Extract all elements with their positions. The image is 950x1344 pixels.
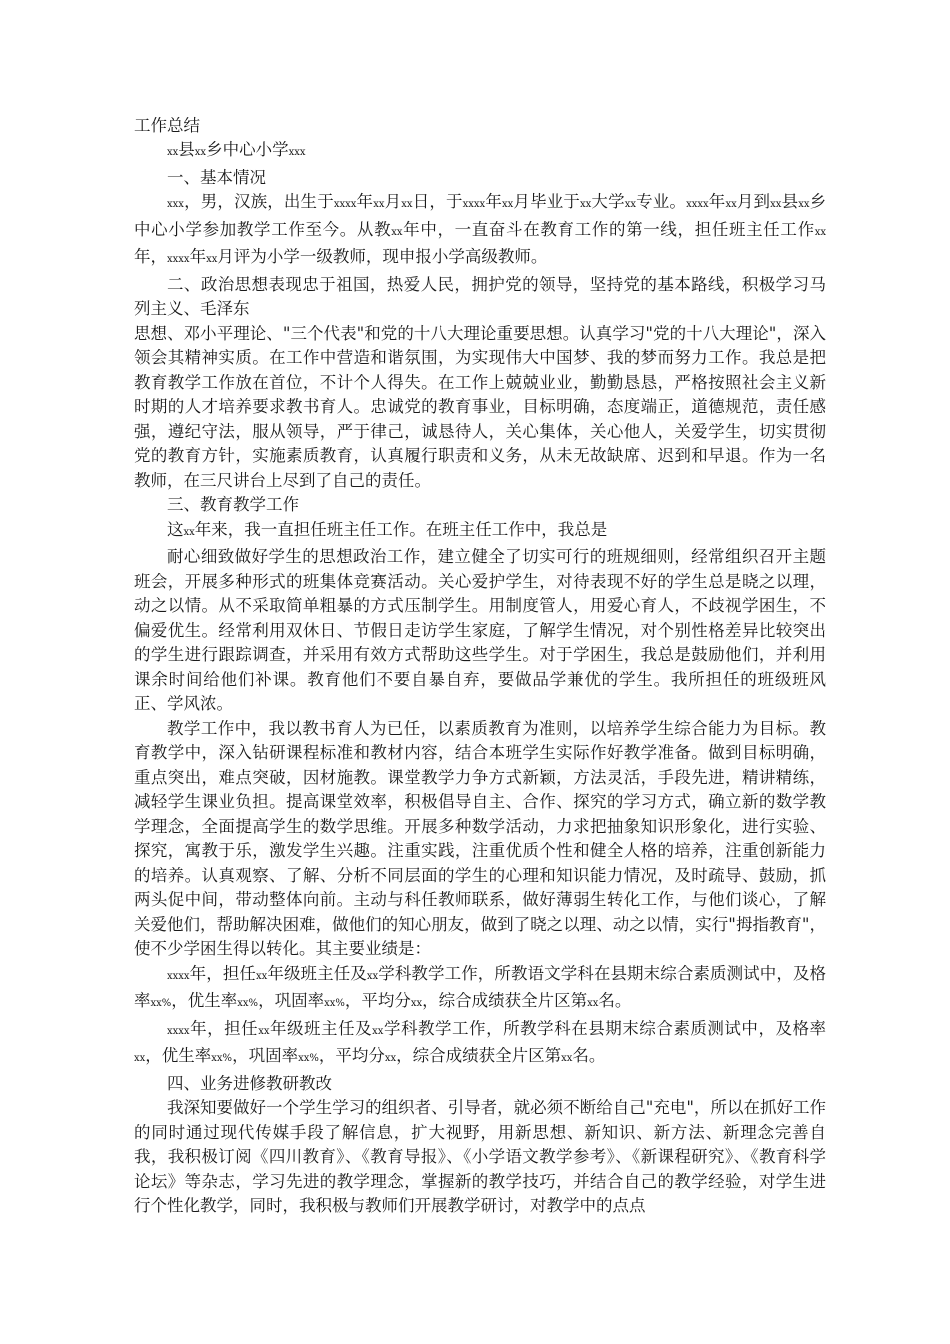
paragraph-basic-info: xxx，男，汉族，出生于xxxx年xx月xx日，于xxxx年xx月毕业于xx大学xx专业。xxxx年xx月到xx县xx乡中心小学参加教学工作至今。从教xx年中，一直奋斗在教育工作的第一线，担任班主任工作xx年，xxxx年xx月评为小学一级教师，现申报小学高级教师。: [134, 192, 827, 266]
paragraph-class-teacher: 耐心细致做好学生的思想政治工作，建立健全了切实可行的班规细则，经常组织召开主题班会，开展多种形式的班集体竞赛活动。关心爱护学生，对待表现不好的学生总是晓之以理，动之以情。从不采取简单粗暴的方式压制学生。用制度管人，用爱心育人，不歧视学困生，不偏爱优生。经常利用双休日、节假日走访学生家庭，了解学生情况，对个别性格差异比较突出的学生进行跟踪调查，并采用有效方式帮助这些学生。对于学困生，我总是鼓励他们，并利用课余时间给他们补课。教育他们不要自暴自弃，要做品学兼优的学生。我所担任的班级班风正、学风浓。: [134, 547, 826, 713]
section-heading-political: 二、政治思想表现忠于祖国，热爱人民，拥护党的领导，坚持党的基本路线，积极学习马列主义、毛泽东: [134, 274, 826, 318]
paragraph-class-teacher-intro: 这xx年来，我一直担任班主任工作。在班主任工作中，我总是: [167, 519, 608, 539]
section-heading-study: 四、业务进修教研教改: [167, 1073, 332, 1093]
paragraph-achievement-1: xxxx年，担任xx年级班主任及xx学科教学工作，所教语文学科在县期末综合素质测试中，及格率xx%，优生率xx%，巩固率xx%，平均分xx，综合成绩获全片区第xx名。: [134, 963, 827, 1010]
doc-body: [134, 138, 826, 1219]
paragraph-study: 我深知要做好一个学生学习的组织者、引导者，就必须不断给自己"充电"，所以在抓好工作的同时通过现代传媒手段了解信息，扩大视野，用新思想、新知识、新方法、新理念完善自我，我积极订阅《四川教育》、《教育导报》、《小学语文教学参考》、《新课程研究》、《教育科学论坛》等杂志，学习先进的教学理念，掌握新的教学技巧，并结合自己的教学经验，对学生进行个性化教学，同时，我积极与教师们开展教学研讨，对教学中的点点: [134, 1098, 826, 1215]
section-heading-basic: 一、基本情况: [167, 167, 266, 187]
section-heading-teaching: 三、教育教学工作: [167, 495, 299, 514]
paragraph-achievement-2: xxxx年，担任xx年级班主任及xx学科教学工作，所教学科在县期末综合素质测试中，及格率xx，优生率xx%，巩固率xx%，平均分xx，综合成绩获全片区第xx名。: [134, 1018, 827, 1065]
school-line: xx县xx乡中心小学xxx: [167, 140, 306, 159]
paragraph-teaching-work: 教学工作中，我以教书育人为已任，以素质教育为准则，以培养学生综合能力为目标。教育教学中，深入钻研课程标准和教材内容，结合本班学生实际作好教学准备。做到目标明确，重点突出，难点突破，因材施教。课堂教学力争方式新颖，方法灵活，手段先进，精讲精练，减轻学生课业负担。提高课堂效率，积极倡导自主、合作、探究的学习方式，确立新的数学教学理念，全面提高学生的数学思维。开展多种数学活动，力求把抽象知识形象化，进行实验、探究，寓教于乐，激发学生兴趣。注重实践，注重优质个性和健全人格的培养，注重创新能力的培养。认真观察、了解、分析不同层面的学生的心理和知识能力情况，及时疏导、鼓励，抓两头促中间，带动整体向前。主动与科任教师联系，做好薄弱生转化工作，与他们谈心，了解关爱他们，帮助解决困难，做他们的知心朋友，做到了晓之以理、动之以情，实行"拇指教育"，使不少学困生得以转化。其主要业绩是：: [134, 718, 826, 958]
doc-title: 工作总结: [134, 116, 200, 135]
paragraph-political: 思想、邓小平理论、"三个代表"和党的十八大理论重要思想。认真学习"党的十八大理论"，深入领会其精神实质。在工作中营造和谐氛围，为实现伟大中国梦、我的梦而努力工作。我总是把教育教学工作放在首位，不计个人得失。在工作上兢兢业业，勤勤恳恳，严格按照社会主义新时期的人才培养要求教书育人。忠诚党的教育事业，目标明确，态度端正，道德规范，责任感强，遵纪守法，服从领导，严于律己，诚恳待人，关心集体，关心他人，关爱学生，切实贯彻党的教育方针，实施素质教育，认真履行职责和义务，从未无故缺席、迟到和早退。作为一名教师，在三尺讲台上尽到了自己的责任。: [134, 323, 826, 490]
